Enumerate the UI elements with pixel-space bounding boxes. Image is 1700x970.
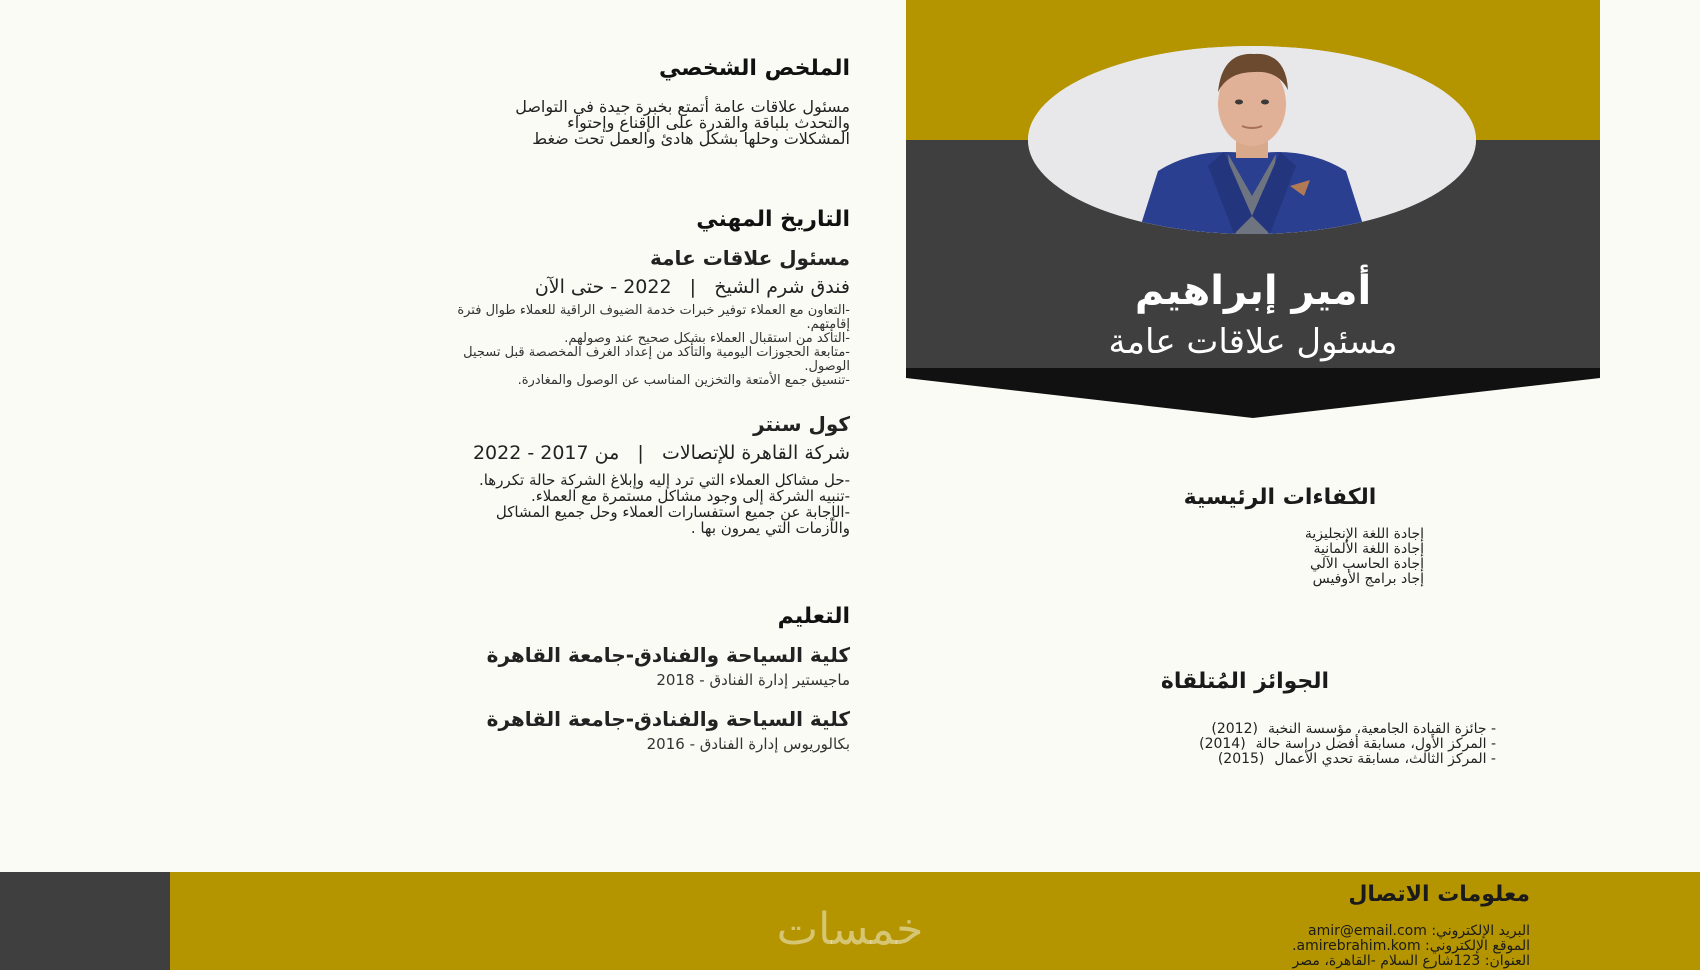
watermark-text: خمسات (776, 904, 924, 955)
award-text: - المركز الأول، مسابقة أفضل دراسة حالة (1255, 736, 1496, 752)
education-school: كلية السياحة والفنادق-جامعة القاهرة (486, 707, 850, 731)
career-heading: التاريخ المهني (696, 207, 850, 232)
skills-list (1060, 527, 1424, 587)
header-chevron (906, 368, 1600, 418)
contact-list (1292, 924, 1530, 969)
contact-address: العنوان: 123شارع السلام -القاهرة، مصر (1292, 953, 1530, 969)
education-degree: ماجيستير إدارة الفنادق - 2018 (656, 671, 850, 689)
award-text: - المركز الثالث، مسابقة تحدي الأعمال (1274, 751, 1496, 767)
summary-line: والتحدث بلباقة والقدرة على الإقناع وإحتواء (567, 113, 850, 132)
summary-text (130, 99, 850, 147)
candidate-name: أمير إبراهيم (1134, 268, 1372, 314)
contact-website: الموقع الإلكتروني: amirebrahim.kom. (1292, 938, 1530, 954)
list-item: إجاد برامج الأوفيس (1312, 571, 1424, 587)
awards-heading: الجوائز المُتلقاة (1160, 669, 1330, 694)
list-item (950, 752, 1496, 767)
list-item: -الإجابة عن جميع استفسارات العملاء وحل جميع المشاكل (495, 503, 850, 521)
list-item: الوصول. (804, 359, 850, 374)
list-item: إجادة الحاسب الآلي (1309, 556, 1424, 572)
list-item (950, 737, 1496, 752)
footer-dark-block (0, 872, 170, 970)
education-degree: بكالوريوس إدارة الفنادق - 2016 (646, 735, 850, 753)
skills-heading: الكفاءات الرئيسية (1183, 485, 1377, 510)
contact-email: البريد الإلكتروني: amir@email.com (1308, 923, 1530, 939)
awards-list (950, 722, 1496, 767)
job-duties (130, 472, 850, 536)
list-item: إجادة اللغة الإنجليزية (1304, 526, 1424, 542)
list-item: -تنبيه الشركة إلى وجود مشاكل مستمرة مع العملاء. (530, 487, 850, 505)
education-heading: التعليم (777, 604, 850, 629)
award-year: (2012) (1211, 721, 1258, 737)
career-section (130, 207, 850, 388)
contact-heading: معلومات الاتصال (1348, 882, 1530, 907)
profile-photo (1028, 46, 1476, 234)
job-role: كول سنتر (753, 412, 850, 436)
job-company: فندق شرم الشيخ (714, 276, 850, 298)
job-company: شركة القاهرة للإتصالات (661, 442, 850, 464)
job-company-line: شركة القاهرة للإتصالات | من 2017 - 2022 (472, 442, 850, 464)
job-entry (130, 412, 850, 536)
summary-line: المشكلات وحلها بشكل هادئ والعمل تحت ضغط (532, 129, 850, 148)
list-item: إقامتهم. (806, 317, 850, 332)
list-item: -التأكد من استقبال العملاء بشكل صحيح عند وصولهم. (564, 331, 850, 346)
job-period: 2022 - حتى الآن (534, 276, 672, 298)
award-year: (2014) (1199, 736, 1246, 752)
list-item: -تنسيق جمع الأمتعة والتخزين المناسب عن الوصول والمغادرة. (517, 373, 850, 388)
job-period: من 2017 - 2022 (472, 442, 620, 464)
education-school: كلية السياحة والفنادق-جامعة القاهرة (486, 643, 850, 667)
job-company-line: فندق شرم الشيخ | 2022 - حتى الآن (534, 276, 850, 298)
job-duties (130, 304, 850, 388)
candidate-job-title: مسئول علاقات عامة (1108, 322, 1398, 362)
job-role: مسئول علاقات عامة (650, 246, 850, 270)
summary-heading: الملخص الشخصي (658, 56, 850, 81)
summary-line: مسئول علاقات عامة أتمتع بخبرة جيدة في التواصل (515, 97, 850, 116)
list-item: -متابعة الحجوزات اليومية والتأكد من إعداد الغرف المخصصة قبل تسجيل (463, 345, 850, 360)
list-item (950, 722, 1496, 737)
list-item: إجادة اللغة الألمانية (1313, 541, 1424, 557)
award-text: - جائزة القيادة الجامعية، مؤسسة النخبة (1267, 721, 1496, 737)
list-item: والأزمات التي يمرون بها . (690, 519, 850, 537)
award-year: (2015) (1217, 751, 1265, 767)
list-item: -التعاون مع العملاء توفير خبرات خدمة الضيوف الراقية للعملاء طوال فترة (457, 303, 850, 318)
summary-section (130, 56, 850, 147)
education-section (130, 604, 850, 753)
list-item: -حل مشاكل العملاء التي ترد إليه وإبلاغ الشركة حالة تكررها. (478, 471, 850, 489)
watermark-logo (745, 900, 955, 960)
